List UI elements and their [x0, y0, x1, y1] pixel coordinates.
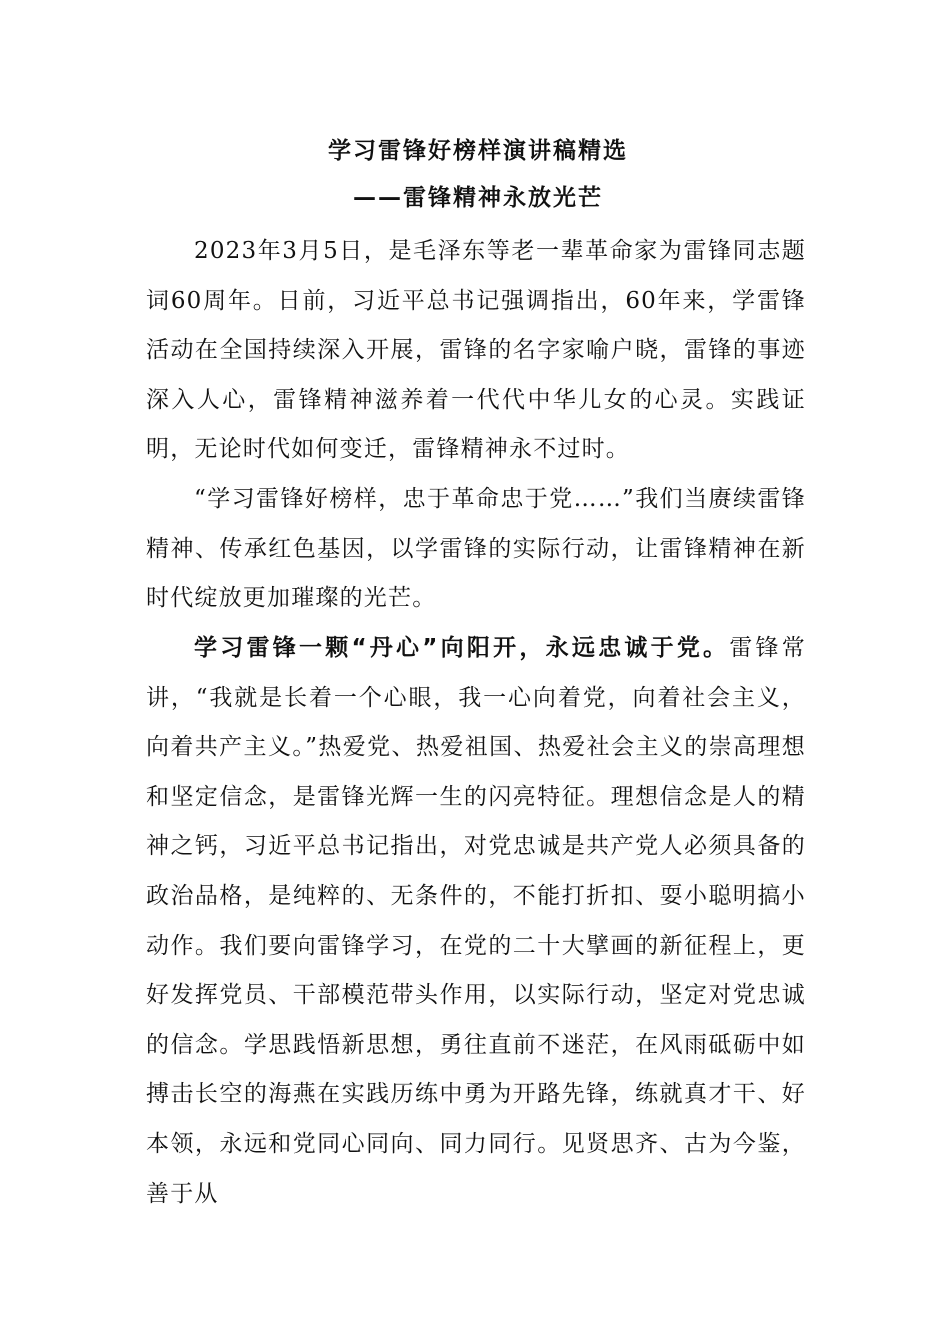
- paragraph-1: [146, 227, 806, 475]
- paragraph-2-text: “学习雷锋好榜样，忠于革命忠于党……”我们当赓续雷锋精神、传承红色基因，以学雷锋的实际行动，让雷锋精神在新时代绽放更加璀璨的光芒。: [146, 486, 806, 612]
- document-title: 学习雷锋好榜样演讲稿精选: [328, 138, 628, 164]
- paragraph-3-text: 雷锋常讲，“我就是长着一个心眼，我一心向着党，向着社会主义，向着共产主义。”热爱党、热爱祖国、热爱社会主义的崇高理想和坚定信念，是雷锋光辉一生的闪亮特征。理想信念是人的精神之钙，习近平总书记指出，对党忠诚是共产党人必须具备的政治品格，是纯粹的、无条件的，不能打折扣、耍小聪明搞小动作。我们要向雷锋学习，在党的二十大擘画的新征程上，更好发挥党员、干部模范带头作用，以实际行动，坚定对党忠诚的信念。学思践悟新思想，勇往直前不迷茫，在风雨砥砺中如搏击长空的海燕在实践历练中勇为开路先锋，练就真才干、好本领，永远和党同心同向、同力同行。见贤思齐、古为今鉴，善于从: [146, 635, 806, 1207]
- paragraph-3: [146, 624, 806, 1219]
- document-subtitle: ——雷锋精神永放光芒: [353, 185, 603, 211]
- paragraph-3-lead: 学习雷锋一颗“丹心”向阳开，永远忠诚于党。: [194, 635, 730, 661]
- paragraph-2: [146, 475, 806, 624]
- paragraph-1-text: 2023年3月5日，是毛泽东等老一辈革命家为雷锋同志题词60周年。日前，习近平总书记强调指出，60年来，学雷锋活动在全国持续深入开展，雷锋的名字家喻户晓，雷锋的事迹深入人心，雷锋精神滋养着一代代中华儿女的心灵。实践证明，无论时代如何变迁，雷锋精神永不过时。: [146, 238, 806, 463]
